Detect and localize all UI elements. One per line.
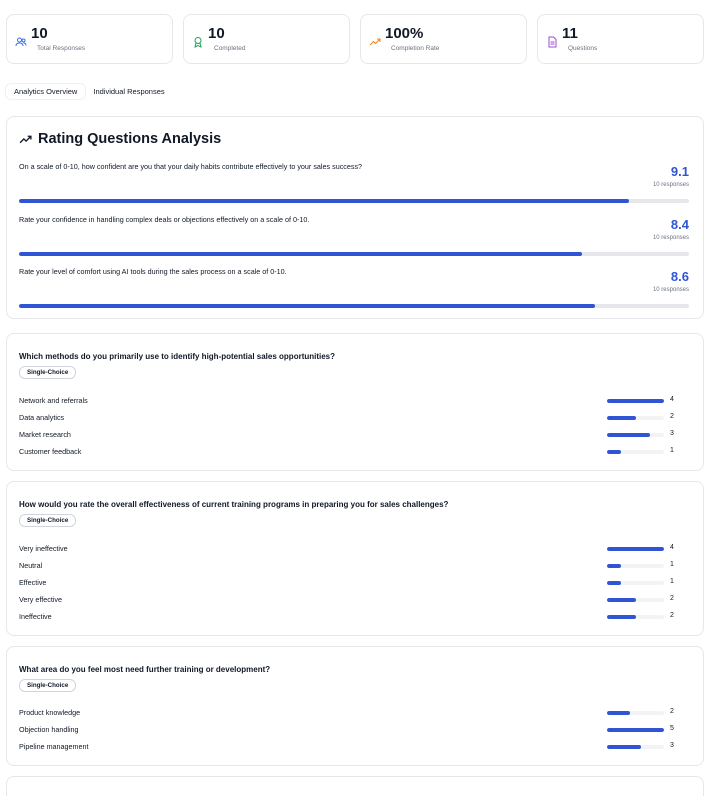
total-responses-label: Total Responses bbox=[37, 45, 86, 52]
completion-rate-label: Completion Rate bbox=[391, 45, 440, 52]
option-label: Very effective bbox=[19, 595, 63, 604]
completed-label: Completed bbox=[214, 45, 246, 52]
stats-row bbox=[6, 14, 704, 64]
rating-item bbox=[19, 267, 689, 315]
option-bar-fill bbox=[607, 564, 621, 568]
rating-question: On a scale of 0-10, how confident are you that your daily habits contribute effectively to your sales success? bbox=[19, 162, 363, 171]
option-count: 3 bbox=[670, 742, 674, 749]
option-label: Customer feedback bbox=[19, 447, 82, 456]
rating-progress-fill bbox=[19, 304, 595, 308]
rating-progress-bar bbox=[19, 304, 689, 308]
option-bar bbox=[607, 598, 664, 602]
option-count: 2 bbox=[670, 708, 674, 715]
option-bar bbox=[607, 615, 664, 619]
rating-progress-bar bbox=[19, 199, 689, 203]
option-bar-fill bbox=[607, 728, 664, 732]
stat-card-completed bbox=[183, 14, 350, 64]
rating-item bbox=[19, 215, 689, 263]
option-bar-fill bbox=[607, 547, 664, 551]
option-label: Network and referrals bbox=[19, 396, 88, 405]
option-label: Neutral bbox=[19, 561, 43, 570]
question-title: How would you rate the overall effectiveness of current training programs in preparing you for sales challenges? bbox=[19, 500, 449, 509]
option-row bbox=[19, 447, 679, 459]
questions-value: 11 bbox=[562, 25, 578, 42]
rating-response-count: 10 responses bbox=[652, 235, 689, 241]
option-bar bbox=[607, 564, 664, 568]
rating-progress-fill bbox=[19, 252, 582, 256]
option-bar-fill bbox=[607, 416, 636, 420]
option-bar bbox=[607, 745, 664, 749]
question-title: What area do you feel most need further training or development? bbox=[19, 665, 271, 674]
rating-section-title bbox=[19, 131, 221, 147]
rating-score: 8.4 bbox=[670, 217, 689, 232]
option-count: 4 bbox=[670, 544, 674, 551]
rating-response-count: 10 responses bbox=[652, 287, 689, 293]
option-bar-fill bbox=[607, 450, 621, 454]
option-row bbox=[19, 561, 679, 573]
option-row bbox=[19, 595, 679, 607]
question-title: Which methods do you primarily use to identify high-potential sales opportunities? bbox=[19, 352, 336, 361]
option-row bbox=[19, 612, 679, 624]
tab-analytics-overview[interactable]: Analytics Overview bbox=[6, 84, 85, 99]
option-bar-fill bbox=[607, 598, 636, 602]
users-icon bbox=[15, 36, 27, 48]
option-label: Objection handling bbox=[19, 725, 79, 734]
question-card bbox=[6, 333, 704, 471]
rating-section-title-text: Rating Questions Analysis bbox=[38, 131, 222, 147]
rating-response-count: 10 responses bbox=[652, 182, 689, 188]
option-row bbox=[19, 742, 679, 754]
option-row bbox=[19, 708, 679, 720]
tab-bar bbox=[6, 82, 173, 100]
option-bar bbox=[607, 581, 664, 585]
completed-value: 10 bbox=[208, 25, 225, 42]
rating-questions-card bbox=[6, 116, 704, 319]
option-bar bbox=[607, 433, 664, 437]
option-row bbox=[19, 578, 679, 590]
stat-card-completion-rate bbox=[360, 14, 527, 64]
trending-up-icon bbox=[19, 133, 32, 146]
option-count: 2 bbox=[670, 612, 674, 619]
option-bar-fill bbox=[607, 399, 664, 403]
rating-score: 8.6 bbox=[670, 269, 689, 284]
option-bar bbox=[607, 547, 664, 551]
document-icon bbox=[546, 36, 558, 48]
option-row bbox=[19, 430, 679, 442]
option-bar-fill bbox=[607, 433, 650, 437]
option-bar bbox=[607, 728, 664, 732]
option-row bbox=[19, 413, 679, 425]
tab-individual-responses[interactable]: Individual Responses bbox=[93, 86, 165, 96]
option-bar-fill bbox=[607, 615, 636, 619]
option-count: 3 bbox=[670, 430, 674, 437]
option-count: 1 bbox=[670, 578, 674, 585]
option-row bbox=[19, 544, 679, 556]
option-bar bbox=[607, 450, 664, 454]
option-bar-fill bbox=[607, 581, 621, 585]
rating-question: Rate your confidence in handling complex deals or objections effectively on a scale of 0-10. bbox=[19, 215, 310, 224]
question-card bbox=[6, 646, 704, 766]
questions-label: Questions bbox=[568, 45, 598, 52]
option-count: 5 bbox=[670, 725, 674, 732]
question-card bbox=[6, 481, 704, 636]
rating-score: 9.1 bbox=[670, 164, 689, 179]
award-icon bbox=[192, 36, 204, 48]
stat-card-total-responses bbox=[6, 14, 173, 64]
option-label: Very ineffective bbox=[19, 544, 68, 553]
stat-card-questions bbox=[537, 14, 704, 64]
rating-progress-bar bbox=[19, 252, 689, 256]
question-type-badge: Single-Choice bbox=[19, 366, 76, 379]
option-count: 1 bbox=[670, 447, 674, 454]
option-label: Product knowledge bbox=[19, 708, 81, 717]
completion-rate-value: 100% bbox=[385, 25, 424, 42]
option-label: Data analytics bbox=[19, 413, 65, 422]
option-count: 4 bbox=[670, 396, 674, 403]
total-responses-value: 10 bbox=[31, 25, 48, 42]
rating-progress-fill bbox=[19, 199, 629, 203]
option-bar bbox=[607, 399, 664, 403]
option-label: Effective bbox=[19, 578, 47, 587]
option-count: 2 bbox=[670, 595, 674, 602]
question-card-next bbox=[6, 776, 704, 796]
option-bar bbox=[607, 416, 664, 420]
trending-up-icon bbox=[369, 36, 381, 48]
rating-question: Rate your level of comfort using AI tools during the sales process on a scale of 0-10. bbox=[19, 267, 287, 276]
question-type-badge: Single-Choice bbox=[19, 514, 76, 527]
option-label: Market research bbox=[19, 430, 71, 439]
option-count: 2 bbox=[670, 413, 674, 420]
option-label: Ineffective bbox=[19, 612, 52, 621]
option-bar bbox=[607, 711, 664, 715]
option-count: 1 bbox=[670, 561, 674, 568]
option-row bbox=[19, 396, 679, 408]
option-label: Pipeline management bbox=[19, 742, 89, 751]
option-row bbox=[19, 725, 679, 737]
rating-item bbox=[19, 162, 689, 210]
option-bar-fill bbox=[607, 711, 630, 715]
option-bar-fill bbox=[607, 745, 641, 749]
question-type-badge: Single-Choice bbox=[19, 679, 76, 692]
